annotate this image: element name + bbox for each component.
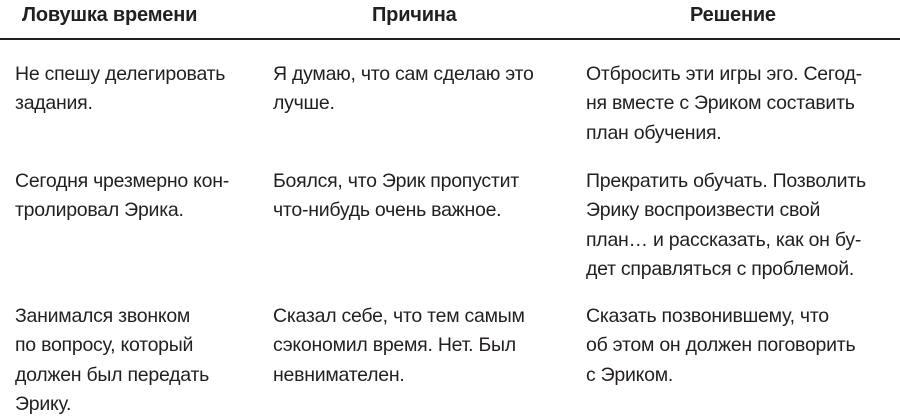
column-header-solution: Решение [690, 4, 776, 26]
table-header [0, 0, 900, 38]
cell-line: Сказать позвонившему, что [586, 305, 829, 327]
column-header-time-trap: Ловушка времени [22, 4, 198, 26]
solution-cell [586, 167, 896, 284]
solution-cell [586, 302, 896, 390]
cell-line: план обучения. [586, 121, 722, 144]
cell-line: дет справляться с проблемой. [586, 257, 855, 280]
time-trap-cell [15, 302, 265, 419]
cause-cell [273, 167, 573, 226]
cell-line: должен был передать [15, 363, 210, 386]
cause-cell [273, 60, 573, 119]
column-header-cause: Причина [372, 4, 457, 26]
solution-cell [586, 60, 896, 148]
cell-line: Эрику воспроизвести свой [586, 199, 821, 222]
cell-line: тролировал Эрика. [15, 199, 184, 222]
cell-line: Отбросить эти игры эго. Сегод- [586, 63, 862, 85]
cell-line: Эрику. [15, 392, 72, 415]
cell-line: Сказал себе, что тем самым [273, 305, 525, 327]
cell-line: невнимателен. [273, 363, 405, 386]
cell-line: по вопросу, который [15, 334, 194, 357]
cell-line: Не спешу делегировать [15, 63, 226, 85]
cell-line: об этом он должен поговорить [586, 334, 856, 357]
header-divider [0, 38, 900, 40]
cell-line: с Эриком. [586, 363, 674, 386]
cell-line: Занимался звонком [15, 305, 191, 327]
cell-line: лучше. [273, 92, 335, 115]
cell-line: Прекратить обучать. Позволить [586, 170, 866, 192]
time-trap-cell [15, 60, 265, 119]
cell-line: Я думаю, что сам сделаю это [273, 63, 534, 85]
time-trap-cell [15, 167, 265, 226]
cell-line: задания. [15, 92, 93, 115]
cell-line: что-нибудь очень важное. [273, 199, 502, 222]
cell-line: ня вместе с Эриком составить [586, 92, 855, 115]
cell-line: сэкономил время. Нет. Был [273, 334, 516, 357]
cell-line: план… и рассказать, как он бу- [586, 228, 862, 251]
cause-cell [273, 302, 573, 390]
cell-line: Сегодня чрезмерно кон- [15, 170, 229, 192]
cell-line: Боялся, что Эрик пропустит [273, 170, 519, 192]
